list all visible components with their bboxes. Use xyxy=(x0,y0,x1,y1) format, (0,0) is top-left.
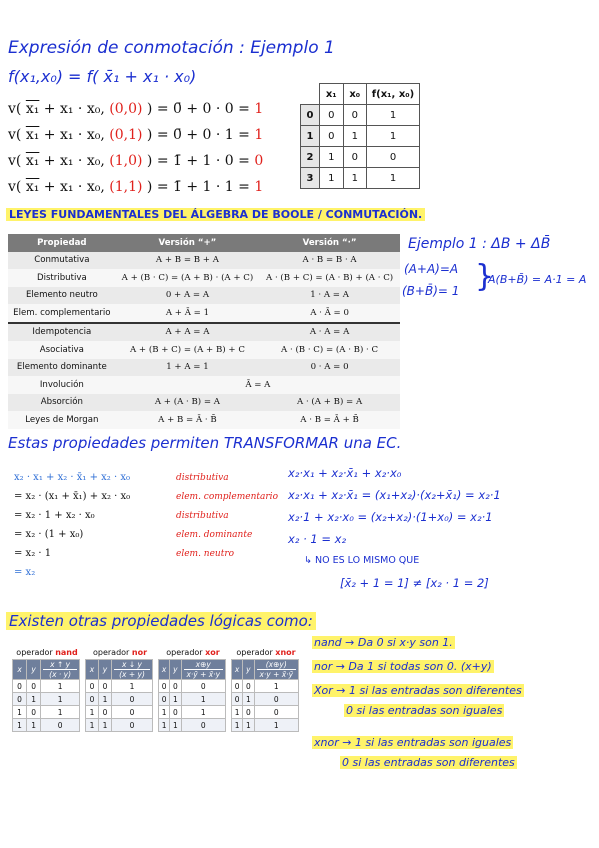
table-row xyxy=(8,376,400,394)
op-x: 0 xyxy=(13,693,27,706)
op-y: 0 xyxy=(99,706,112,719)
side-example-result: A(B+B̄) = A·1 = A xyxy=(488,273,587,286)
op-header-symbol: (x⊕y) xyxy=(265,660,287,669)
op-result: 1 xyxy=(254,719,298,732)
eval-result: 0 xyxy=(254,153,264,169)
law-sum-version: 1 + A = 1 xyxy=(116,359,259,377)
op-x: 1 xyxy=(86,719,99,732)
table-row xyxy=(301,147,420,168)
operator-note: 0 si las entradas son diferentes xyxy=(342,756,515,769)
op-x: 1 xyxy=(232,719,243,732)
operator-title-prefix: operador xyxy=(236,648,276,657)
law-sum-version: A + B = Ā · B̄ xyxy=(116,411,259,429)
laws-header-prod: Versión “·” xyxy=(259,234,400,252)
law-property: Leyes de Morgan xyxy=(8,411,116,429)
evaluation-list xyxy=(8,96,263,200)
laws-heading xyxy=(6,208,425,221)
evaluation-row xyxy=(8,174,263,200)
table-row xyxy=(13,719,80,732)
law-sum-version: A + A = A xyxy=(116,323,259,342)
op-y: 0 xyxy=(243,706,254,719)
table-row xyxy=(8,252,400,270)
table-row xyxy=(86,680,153,693)
tt-x0: 0 xyxy=(343,147,367,168)
operator-title-prefix: operador xyxy=(92,648,132,657)
table-row xyxy=(8,287,400,305)
side-example-line1: (A+A)=A xyxy=(404,262,459,276)
eval-negated-var: x₁ xyxy=(25,153,40,169)
derivation-expr: = x₂ · 1 xyxy=(14,548,52,559)
operator-title xyxy=(12,648,82,657)
page-title: Expresión de conmotación : Ejemplo 1 xyxy=(8,38,335,58)
eval-pre: v( xyxy=(8,127,26,143)
derivation-expr: = x₂ · 1 + x₂ · x₀ xyxy=(14,510,95,521)
law-property: Idempotencia xyxy=(8,323,116,342)
derivation-law: distributiva xyxy=(176,473,229,483)
tt-x1: 0 xyxy=(320,126,344,147)
tt-x0: 1 xyxy=(343,168,367,189)
eval-mid: + x₁ · x₀, xyxy=(39,179,110,195)
operator-table-xor xyxy=(158,648,228,732)
table-row xyxy=(8,394,400,412)
eval-eq: ) = 0̄ + 0 · 1 = xyxy=(142,127,255,143)
operator-name: xnor xyxy=(275,648,296,657)
table-row xyxy=(8,304,400,323)
operator-title-prefix: operador xyxy=(166,648,206,657)
op-header-y: y xyxy=(99,660,112,680)
op-header-symbol: x ↑ y xyxy=(50,660,71,669)
operator-header-row xyxy=(86,660,153,680)
handwritten-line: x₂·x₁ + x₂·x̄₁ + x₂·x₀ xyxy=(288,466,402,480)
law-property: Absorción xyxy=(8,394,116,412)
law-sum-version: A + (A · B) = A xyxy=(116,394,259,412)
op-header-symbol: x ↓ y xyxy=(122,660,142,669)
section2-heading: Estas propiedades permiten TRANSFORMAR una EC. xyxy=(8,434,402,452)
op-header-x: x xyxy=(159,660,170,680)
op-header-equivalent: (x + y) xyxy=(114,669,150,679)
table-row xyxy=(159,706,226,719)
op-header-expr xyxy=(181,660,225,680)
derivation-law: distributiva xyxy=(176,511,229,521)
op-y: 0 xyxy=(170,680,181,693)
law-prod-version: A · B = B · A xyxy=(259,252,400,270)
law-prod-version: A · Ā = 0 xyxy=(259,304,400,323)
operator-title xyxy=(85,648,155,657)
op-result: 0 xyxy=(254,706,298,719)
table-row xyxy=(159,693,226,706)
operator-truth-table xyxy=(12,659,80,732)
eval-mid: + x₁ · x₀, xyxy=(39,101,110,117)
law-prod-version: A · (B + C) = (A · B) + (A · C) xyxy=(259,269,400,287)
table-row xyxy=(8,359,400,377)
table-row xyxy=(13,706,80,719)
table-row xyxy=(159,719,226,732)
tt-f: 1 xyxy=(367,168,420,189)
law-prod-version: 1 · A = A xyxy=(259,287,400,305)
law-prod-version: A · (B · C) = (A · B) · C xyxy=(259,341,400,359)
operator-header-row xyxy=(159,660,226,680)
side-example-brace: } xyxy=(475,259,495,294)
op-y: 0 xyxy=(27,706,41,719)
table-row xyxy=(86,719,153,732)
table-row xyxy=(301,168,420,189)
op-x: 1 xyxy=(13,706,27,719)
op-result: 1 xyxy=(181,693,225,706)
operator-table-nor xyxy=(85,648,155,732)
operator-note: nor → Da 1 si todas son 0. (x+y) xyxy=(314,660,492,673)
laws-header-prop: Propiedad xyxy=(8,234,116,252)
op-x: 1 xyxy=(232,706,243,719)
eval-pre: v( xyxy=(8,101,26,117)
derivation-step xyxy=(14,472,294,491)
op-y: 1 xyxy=(27,719,41,732)
op-result: 1 xyxy=(254,680,298,693)
derivation-step xyxy=(14,491,294,510)
op-y: 0 xyxy=(170,706,181,719)
derivation-expr: x₂ · x₁ + x₂ · x̄₁ + x₂ · x₀ xyxy=(14,472,130,483)
operator-note: 0 si las entradas son iguales xyxy=(346,704,503,717)
eval-arg: (1,1) xyxy=(109,179,143,195)
eval-negated-var: x₁ xyxy=(25,179,40,195)
op-result: 0 xyxy=(41,719,80,732)
operator-truth-table xyxy=(85,659,153,732)
table-row xyxy=(8,323,400,342)
law-prod-version: A · (A + B) = A xyxy=(259,394,400,412)
law-involucion: Ā = A xyxy=(116,376,400,394)
table-row xyxy=(232,719,299,732)
op-header-x: x xyxy=(86,660,99,680)
op-header-symbol: x⊕y xyxy=(195,660,211,669)
eval-arg: (1,0) xyxy=(109,153,143,169)
eval-negated-var: x₁ xyxy=(25,127,40,143)
handwritten-line: x₂ · 1 = x₂ xyxy=(288,532,347,546)
op-result: 1 xyxy=(181,706,225,719)
op-y: 1 xyxy=(170,719,181,732)
law-prod-version: A · B = Ā + B̄ xyxy=(259,411,400,429)
eval-eq: ) = 1̄ + 1 · 0 = xyxy=(142,153,255,169)
op-x: 0 xyxy=(232,693,243,706)
op-header-expr xyxy=(41,660,80,680)
evaluation-row xyxy=(8,148,263,174)
op-y: 0 xyxy=(27,680,41,693)
table-row xyxy=(232,680,299,693)
tt-x1: 1 xyxy=(320,147,344,168)
derivation-law: elem. complementario xyxy=(176,492,278,502)
op-result: 1 xyxy=(41,680,80,693)
op-y: 1 xyxy=(170,693,181,706)
law-sum-version: A + (B + C) = (A + B) + C xyxy=(116,341,259,359)
law-sum-version: A + (B · C) = (A + B) · (A + C) xyxy=(116,269,259,287)
operator-truth-table xyxy=(231,659,299,732)
table-row xyxy=(8,411,400,429)
handwritten-line: ↳ NO ES LO MISMO QUE xyxy=(304,555,420,566)
tt-f: 0 xyxy=(367,147,420,168)
op-x: 1 xyxy=(13,719,27,732)
op-result: 1 xyxy=(41,693,80,706)
op-x: 1 xyxy=(159,719,170,732)
eval-mid: + x₁ · x₀, xyxy=(39,127,110,143)
table-row xyxy=(86,693,153,706)
section3-heading-text: Existen otras propiedades lógicas como: xyxy=(9,612,313,630)
eval-pre: v( xyxy=(8,153,26,169)
tt-f: 1 xyxy=(367,105,420,126)
tt-header-x0: x₀ xyxy=(343,84,367,105)
operator-name: nor xyxy=(131,648,148,657)
eval-eq: ) = 1̄ + 1 · 1 = xyxy=(142,179,255,195)
operator-note: Xor → 1 si las entradas son diferentes xyxy=(314,684,522,697)
evaluation-row xyxy=(8,122,263,148)
op-x: 0 xyxy=(159,693,170,706)
eval-result: 1 xyxy=(254,127,264,143)
eval-eq: ) = 0̄ + 0 · 0 = xyxy=(142,101,255,117)
derivation-expr: = x₂ xyxy=(14,567,36,578)
handwritten-derivation xyxy=(288,462,501,594)
eval-mid: + x₁ · x₀, xyxy=(39,153,110,169)
op-y: 1 xyxy=(99,719,112,732)
op-header-y: y xyxy=(170,660,181,680)
op-header-equivalent: x·y + x̄·ȳ xyxy=(257,669,296,679)
derivation-step xyxy=(14,548,294,567)
operator-note: xnor → 1 si las entradas son iguales xyxy=(314,736,512,749)
laws-header-sum: Versión “+” xyxy=(116,234,259,252)
eval-result: 1 xyxy=(254,179,264,195)
op-x: 0 xyxy=(86,693,99,706)
tt-x0: 1 xyxy=(343,126,367,147)
table-row xyxy=(86,706,153,719)
law-sum-version: A + Ā = 1 xyxy=(116,304,259,323)
operator-title xyxy=(158,648,228,657)
operator-note: nand → Da 0 si x·y son 1. xyxy=(314,636,453,649)
law-property: Conmutativa xyxy=(8,252,116,270)
eval-result: 1 xyxy=(254,101,264,117)
op-x: 0 xyxy=(232,680,243,693)
law-sum-version: 0 + A = A xyxy=(116,287,259,305)
tt-x1: 0 xyxy=(320,105,344,126)
op-x: 0 xyxy=(159,680,170,693)
table-row xyxy=(301,105,420,126)
handwritten-line: x₂·x₁ + x₂·x̄₁ = (x₁+x₂)·(x₂+x̄₁) = x₂·1 xyxy=(288,488,501,502)
tt-index: 1 xyxy=(301,126,320,147)
law-sum-version: A + B = B + A xyxy=(116,252,259,270)
operator-header-row xyxy=(13,660,80,680)
op-result: 1 xyxy=(112,680,153,693)
law-property: Asociativa xyxy=(8,341,116,359)
op-header-equivalent: x·ȳ + x̄·y xyxy=(184,669,223,679)
operator-name: nand xyxy=(55,648,78,657)
op-result: 0 xyxy=(181,680,225,693)
side-example-title: Ejemplo 1 : ΔB + ΔB̄ xyxy=(408,236,551,252)
tt-f: 1 xyxy=(367,126,420,147)
op-result: 1 xyxy=(41,706,80,719)
op-header-equivalent: (x · y) xyxy=(43,669,77,679)
law-property: Elemento neutro xyxy=(8,287,116,305)
tt-index: 2 xyxy=(301,147,320,168)
op-header-y: y xyxy=(27,660,41,680)
op-result: 0 xyxy=(254,693,298,706)
op-x: 0 xyxy=(13,680,27,693)
op-y: 1 xyxy=(243,719,254,732)
op-header-expr xyxy=(112,660,153,680)
laws-header-row xyxy=(8,234,400,252)
tt-header-x1: x₁ xyxy=(320,84,344,105)
op-result: 0 xyxy=(112,693,153,706)
op-x: 1 xyxy=(159,706,170,719)
op-y: 0 xyxy=(99,680,112,693)
derivation-expr: = x₂ · (x₁ + x̄₁) + x₂ · x₀ xyxy=(14,491,131,502)
op-header-y: y xyxy=(243,660,254,680)
laws-heading-text: LEYES FUNDAMENTALES DEL ÁLGEBRA DE BOOLE / CONMUTACIÓN. xyxy=(9,208,423,221)
op-header-x: x xyxy=(13,660,27,680)
tt-x1: 1 xyxy=(320,168,344,189)
derivation-step xyxy=(14,529,294,548)
tt-header-f: f(x₁, x₀) xyxy=(367,84,420,105)
op-y: 1 xyxy=(99,693,112,706)
eval-arg: (0,1) xyxy=(109,127,143,143)
operator-title xyxy=(231,648,301,657)
op-x: 1 xyxy=(86,706,99,719)
law-prod-version: A · A = A xyxy=(259,323,400,342)
eval-negated-var: x₁ xyxy=(25,101,40,117)
tt-index: 0 xyxy=(301,105,320,126)
operator-title-prefix: operador xyxy=(16,648,56,657)
table-row xyxy=(159,680,226,693)
derivation xyxy=(14,472,294,586)
operator-name: xor xyxy=(205,648,220,657)
evaluation-row xyxy=(8,96,263,122)
op-header-x: x xyxy=(232,660,243,680)
table-row xyxy=(13,693,80,706)
operator-truth-table xyxy=(158,659,226,732)
derivation-step xyxy=(14,567,294,586)
table-row xyxy=(13,680,80,693)
eval-arg: (0,0) xyxy=(109,101,143,117)
derivation-law: elem. dominante xyxy=(176,530,253,540)
truth-table xyxy=(300,83,420,189)
op-result: 0 xyxy=(112,719,153,732)
table-row xyxy=(301,126,420,147)
table-row xyxy=(8,269,400,287)
handwritten-line: x₂·1 + x₂·x₀ = (x₂+x₂)·(1+x₀) = x₂·1 xyxy=(288,510,493,524)
op-result: 0 xyxy=(112,706,153,719)
table-row xyxy=(8,341,400,359)
function-definition: f(x₁,x₀) = f( x̄₁ + x₁ · x₀) xyxy=(8,67,197,86)
tt-index: 3 xyxy=(301,168,320,189)
side-example-line2: (B+B̄)= 1 xyxy=(402,284,460,298)
derivation-expr: = x₂ · (1 + x₀) xyxy=(14,529,84,540)
operator-table-nand xyxy=(12,648,82,732)
law-property: Elemento dominante xyxy=(8,359,116,377)
law-property: Elem. complementario xyxy=(8,304,116,323)
derivation-step xyxy=(14,510,294,529)
derivation-law: elem. neutro xyxy=(176,549,235,559)
table-row xyxy=(232,706,299,719)
op-x: 0 xyxy=(86,680,99,693)
op-result: 0 xyxy=(181,719,225,732)
operator-header-row xyxy=(232,660,299,680)
law-property: Distributiva xyxy=(8,269,116,287)
law-prod-version: 0 · A = 0 xyxy=(259,359,400,377)
law-property: Involución xyxy=(8,376,116,394)
laws-table xyxy=(8,234,400,429)
op-header-expr xyxy=(254,660,298,680)
tt-x0: 0 xyxy=(343,105,367,126)
eval-pre: v( xyxy=(8,179,26,195)
op-y: 1 xyxy=(27,693,41,706)
handwritten-line: [x̄₂ + 1 = 1] ≠ [x₂ · 1 = 2] xyxy=(340,576,489,590)
op-y: 0 xyxy=(243,680,254,693)
operator-table-xnor xyxy=(231,648,301,732)
op-y: 1 xyxy=(243,693,254,706)
table-row xyxy=(232,693,299,706)
section3-heading xyxy=(6,612,316,630)
